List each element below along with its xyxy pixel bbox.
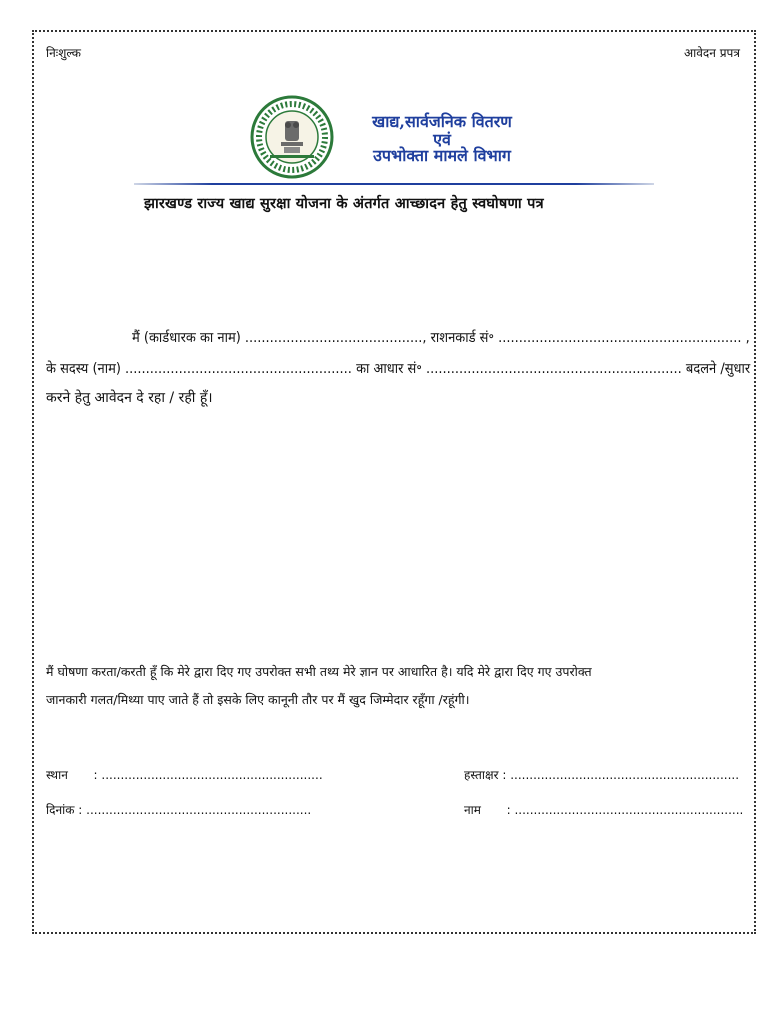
member-name-field[interactable]: ....................................................... bbox=[125, 361, 352, 377]
place-label: स्थान bbox=[46, 768, 68, 782]
change-correction-label: बदलने /सुधार bbox=[685, 361, 751, 377]
declaration-line1: मैं घोषणा करता/करती हूँ कि मेरे द्वारा दिए गए उपरोक्त सभी तथ्य मेरे ज्ञान पर आधारित है। यदि मेरे द्वारा दिए गए उपरोक्त bbox=[46, 664, 592, 679]
form-title: झारखण्ड राज्य खाद्य सुरक्षा योजना के अंतर्गत आच्छादन हेतु स्वघोषणा पत्र bbox=[144, 196, 544, 212]
date-row bbox=[46, 801, 311, 818]
cardholder-name-label: मैं (कार्डधारक का नाम) bbox=[132, 330, 241, 346]
department-name-line1: खाद्य,सार्वजनिक वितरण bbox=[372, 112, 512, 131]
signature-row bbox=[464, 766, 739, 783]
free-of-cost-label: निःशुल्क bbox=[46, 46, 81, 60]
signature-field[interactable]: ............................................................ bbox=[510, 768, 740, 782]
name-label: नाम bbox=[464, 803, 481, 817]
ration-card-label: , राशनकार्ड सं॰ bbox=[422, 330, 494, 346]
aadhaar-number-field[interactable]: .............................................................. bbox=[425, 361, 682, 377]
signature-label: हस्ताक्षर : bbox=[464, 768, 507, 782]
application-statement: करने हेतु आवेदन दे रहा / रही हूँ। bbox=[46, 390, 213, 406]
place-field[interactable]: : .......................................................... bbox=[93, 768, 323, 782]
department-emblem-icon bbox=[250, 95, 334, 179]
line-comma: , bbox=[745, 330, 750, 346]
title-divider bbox=[134, 183, 654, 185]
date-field[interactable]: ........................................................... bbox=[86, 803, 312, 817]
member-line bbox=[46, 359, 750, 378]
application-form-label: आवेदन प्रपत्र bbox=[683, 46, 740, 60]
name-row bbox=[464, 801, 743, 818]
member-name-label: के सदस्य (नाम) bbox=[46, 361, 121, 377]
department-name-line3: उपभोक्ता मामले विभाग bbox=[373, 146, 511, 165]
aadhaar-label: का आधार सं॰ bbox=[356, 361, 422, 377]
ration-card-number-field[interactable]: ........................................................... bbox=[498, 330, 742, 346]
cardholder-name-field[interactable]: ........................................... bbox=[244, 330, 423, 346]
department-name-line2: एवं bbox=[433, 130, 451, 149]
date-label: दिनांक : bbox=[46, 803, 83, 817]
declaration-line2: जानकारी गलत/मिथ्या पाए जाते हैं तो इसके लिए कानूनी तौर पर मैं खुद जिम्मेदार रहूँगा /रहूंगी। bbox=[46, 692, 470, 707]
cardholder-line bbox=[132, 328, 750, 347]
place-row bbox=[46, 766, 323, 783]
name-field[interactable]: : ............................................................ bbox=[506, 803, 744, 817]
